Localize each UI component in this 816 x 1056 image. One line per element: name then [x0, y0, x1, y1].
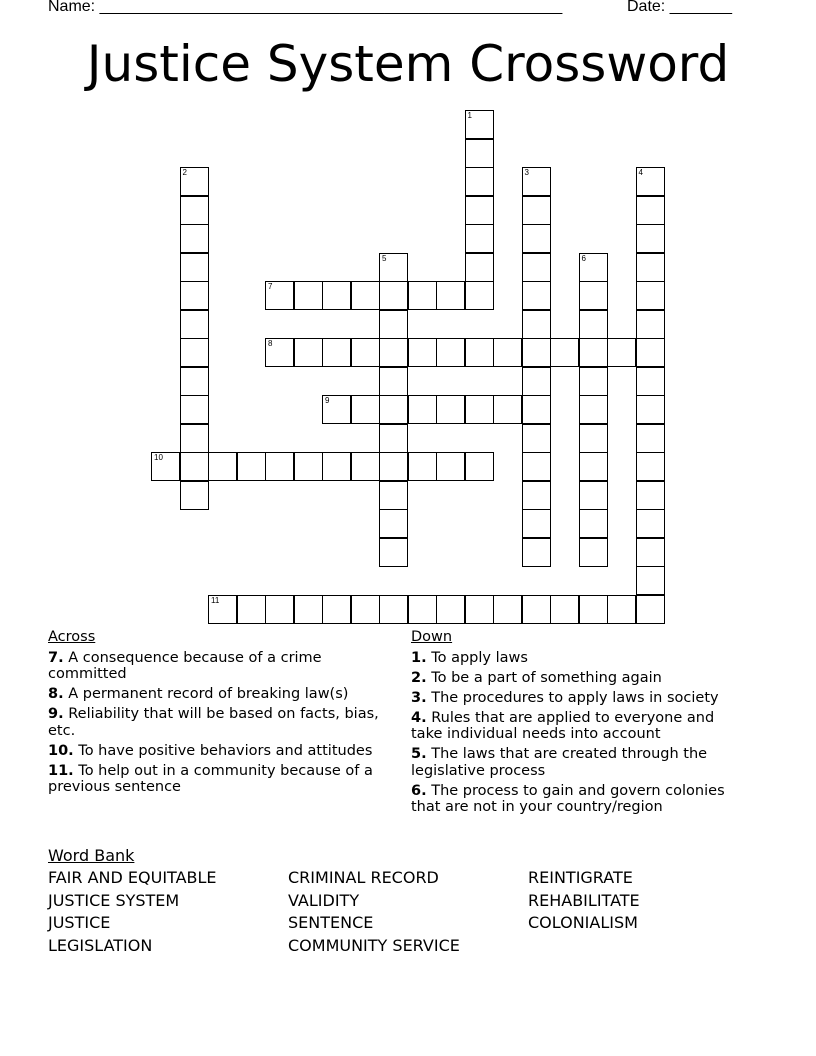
grid-cell[interactable]: [351, 281, 380, 310]
grid-cell[interactable]: [522, 224, 551, 253]
grid-cell[interactable]: [636, 452, 665, 481]
word-bank-word: REHABILITATE: [528, 890, 640, 910]
grid-cell[interactable]: [465, 395, 494, 424]
clue-number: 7: [268, 282, 273, 291]
word-bank-column: [528, 867, 640, 935]
grid-cell[interactable]: [322, 395, 351, 424]
grid-cell[interactable]: [379, 281, 408, 310]
clue-number: 11: [211, 595, 220, 605]
grid-cell[interactable]: [636, 509, 665, 538]
grid-cell[interactable]: [579, 452, 608, 481]
grid-cell[interactable]: [522, 196, 551, 225]
grid-cell[interactable]: [522, 338, 551, 367]
grid-cell[interactable]: [237, 595, 266, 624]
grid-cell[interactable]: [208, 595, 237, 624]
grid-cell[interactable]: [579, 509, 608, 538]
clue-number: 10: [154, 453, 163, 462]
grid-cell[interactable]: [579, 424, 608, 453]
word-bank-word: FAIR AND EQUITABLE: [48, 868, 217, 887]
clue-number: 2.: [411, 669, 427, 686]
grid-cell[interactable]: [351, 395, 380, 424]
grid-cell[interactable]: [208, 452, 237, 481]
grid-cell[interactable]: [636, 338, 665, 367]
word-bank-word: REINTIGRATE: [528, 868, 633, 887]
word-bank-word: COLONIALISM: [528, 913, 638, 932]
across-clues: [48, 629, 393, 799]
grid-cell[interactable]: [579, 253, 608, 282]
grid-cell[interactable]: [379, 395, 408, 424]
grid-cell[interactable]: [636, 281, 665, 310]
grid-cell[interactable]: [180, 338, 209, 367]
grid-cell[interactable]: [465, 338, 494, 367]
grid-cell[interactable]: [465, 281, 494, 310]
grid-cell[interactable]: [465, 452, 494, 481]
grid-cell[interactable]: [465, 253, 494, 282]
grid-cell[interactable]: [408, 595, 437, 624]
clue-number: 5: [382, 253, 387, 263]
clue-text: A permanent record of breaking law(s): [63, 686, 349, 702]
grid-cell[interactable]: [265, 281, 294, 310]
page-title: Justice System Crossword: [86, 35, 730, 93]
grid-cell[interactable]: [493, 338, 522, 367]
grid-cell[interactable]: [522, 281, 551, 310]
grid-cell[interactable]: [465, 595, 494, 624]
grid-cell[interactable]: [265, 452, 294, 481]
grid-cell[interactable]: [465, 167, 494, 196]
down-clue: [411, 650, 741, 667]
name-field-label: Name: ____________________________________________________: [48, 0, 563, 15]
grid-cell[interactable]: [579, 338, 608, 367]
word-bank-word: CRIMINAL RECORD: [288, 868, 439, 887]
grid-cell[interactable]: [522, 595, 551, 624]
grid-cell[interactable]: [465, 196, 494, 225]
word-bank-word: JUSTICE SYSTEM: [48, 890, 180, 910]
grid-cell[interactable]: [379, 253, 408, 282]
grid-cell[interactable]: [408, 281, 437, 310]
grid-cell[interactable]: [436, 338, 465, 367]
grid-cell[interactable]: [522, 481, 551, 510]
grid-cell[interactable]: [180, 481, 209, 510]
down-clue: [411, 690, 741, 707]
clue-number: 10.: [48, 742, 74, 759]
clue-number: 6.: [411, 782, 427, 799]
across-clue: [48, 650, 393, 683]
grid-cell[interactable]: [636, 196, 665, 225]
grid-cell[interactable]: [180, 224, 209, 253]
word-bank-word: VALIDITY: [288, 890, 360, 910]
clue-text: The procedures to apply laws in society: [426, 689, 719, 706]
grid-cell[interactable]: [436, 452, 465, 481]
grid-cell[interactable]: [294, 338, 323, 367]
grid-cell[interactable]: [180, 395, 209, 424]
grid-cell[interactable]: [522, 167, 551, 196]
grid-cell[interactable]: [636, 566, 665, 595]
grid-cell[interactable]: [522, 253, 551, 282]
clue-number: 4: [638, 168, 643, 177]
clue-number: 1.: [411, 649, 427, 666]
grid-cell[interactable]: [636, 310, 665, 339]
grid-cell[interactable]: [180, 196, 209, 225]
grid-cell[interactable]: [579, 395, 608, 424]
grid-cell[interactable]: [265, 595, 294, 624]
grid-cell[interactable]: [436, 595, 465, 624]
grid-cell[interactable]: [579, 310, 608, 339]
grid-cell[interactable]: [522, 452, 551, 481]
word-bank: [48, 845, 768, 955]
grid-cell[interactable]: [579, 367, 608, 396]
grid-cell[interactable]: [579, 538, 608, 567]
grid-cell[interactable]: [180, 367, 209, 396]
clue-text: The process to gain and govern colonies that are not in your country/region: [411, 782, 725, 815]
grid-cell[interactable]: [636, 367, 665, 396]
grid-cell[interactable]: [465, 139, 494, 168]
grid-cell[interactable]: [636, 253, 665, 282]
grid-cell[interactable]: [607, 338, 636, 367]
grid-cell[interactable]: [408, 395, 437, 424]
grid-cell[interactable]: [550, 595, 579, 624]
word-bank-heading: Word Bank: [48, 846, 135, 865]
grid-cell[interactable]: [351, 452, 380, 481]
grid-cell[interactable]: [636, 424, 665, 453]
clue-number: 2: [182, 168, 187, 177]
clue-number: 4.: [411, 709, 427, 726]
grid-cell[interactable]: [379, 424, 408, 453]
word-bank-column: [288, 867, 460, 957]
grid-cell[interactable]: [379, 310, 408, 339]
down-clue: [411, 746, 741, 779]
grid-cell[interactable]: [379, 367, 408, 396]
grid-cell[interactable]: [636, 595, 665, 624]
grid-cell[interactable]: [322, 595, 351, 624]
grid-cell[interactable]: [636, 224, 665, 253]
clue-number: 3.: [411, 689, 427, 706]
grid-cell[interactable]: [379, 452, 408, 481]
grid-cell[interactable]: [180, 452, 209, 481]
clue-number: 3: [524, 168, 529, 177]
grid-cell[interactable]: [294, 281, 323, 310]
grid-cell[interactable]: [522, 395, 551, 424]
clue-number: 8.: [48, 686, 64, 702]
across-clue: [48, 763, 393, 796]
grid-cell[interactable]: [607, 595, 636, 624]
grid-cell[interactable]: [379, 509, 408, 538]
grid-cell[interactable]: [522, 538, 551, 567]
grid-cell[interactable]: [180, 310, 209, 339]
clue-number: 11.: [48, 762, 74, 779]
grid-cell[interactable]: [522, 310, 551, 339]
clue-text: The laws that are created through the legislative process: [411, 746, 708, 779]
down-heading: Down: [411, 629, 453, 645]
grid-cell[interactable]: [493, 595, 522, 624]
grid-cell[interactable]: [379, 595, 408, 624]
down-clue: [411, 710, 741, 743]
clue-number: 7.: [48, 649, 64, 666]
clue-text: Reliability that will be based on facts, bias, etc.: [48, 706, 379, 739]
grid-cell[interactable]: [436, 395, 465, 424]
grid-cell[interactable]: [465, 110, 494, 139]
down-clue: [411, 783, 741, 816]
grid-cell[interactable]: [408, 338, 437, 367]
grid-cell[interactable]: [180, 167, 209, 196]
word-bank-word: SENTENCE: [288, 913, 374, 932]
across-heading: Across: [48, 629, 96, 645]
grid-cell[interactable]: [180, 281, 209, 310]
grid-cell[interactable]: [579, 595, 608, 624]
grid-cell[interactable]: [636, 481, 665, 510]
grid-cell[interactable]: [636, 167, 665, 196]
grid-cell[interactable]: [351, 595, 380, 624]
across-clue: [48, 686, 393, 703]
grid-cell[interactable]: [351, 338, 380, 367]
grid-cell[interactable]: [579, 481, 608, 510]
down-clues: [411, 629, 741, 819]
grid-cell[interactable]: [265, 338, 294, 367]
grid-cell[interactable]: [408, 452, 437, 481]
grid-cell[interactable]: [322, 452, 351, 481]
word-bank-word: COMMUNITY SERVICE: [288, 935, 460, 955]
grid-cell[interactable]: [379, 338, 408, 367]
word-bank-word: JUSTICE: [48, 913, 111, 932]
grid-cell[interactable]: [636, 538, 665, 567]
grid-cell[interactable]: [294, 452, 323, 481]
grid-cell[interactable]: [180, 424, 209, 453]
down-clue: [411, 670, 741, 687]
grid-cell[interactable]: [237, 452, 266, 481]
clue-text: To help out in a community because of a previous sentence: [48, 762, 373, 795]
grid-cell[interactable]: [294, 595, 323, 624]
grid-cell[interactable]: [151, 452, 180, 481]
clue-number: 1: [467, 111, 472, 120]
across-clue: [48, 706, 393, 739]
clue-number: 9: [325, 396, 330, 405]
grid-cell[interactable]: [180, 253, 209, 282]
clue-number: 5.: [411, 746, 427, 762]
clue-number: 6: [581, 253, 586, 263]
grid-cell[interactable]: [522, 509, 551, 538]
clue-text: Rules that are applied to everyone and take individual needs into account: [411, 709, 715, 742]
date-field-label: Date: _______: [627, 0, 732, 15]
grid-cell[interactable]: [522, 424, 551, 453]
clue-text: To be a part of something again: [426, 669, 662, 686]
grid-cell[interactable]: [436, 281, 465, 310]
clue-text: To apply laws: [426, 649, 528, 666]
word-bank-column: [48, 867, 217, 957]
grid-cell[interactable]: [522, 367, 551, 396]
grid-cell[interactable]: [322, 281, 351, 310]
grid-cell[interactable]: [465, 224, 494, 253]
clue-number: 9.: [48, 706, 64, 722]
word-bank-word: LEGISLATION: [48, 935, 153, 955]
grid-cell[interactable]: [579, 281, 608, 310]
grid-cell[interactable]: [493, 395, 522, 424]
grid-cell[interactable]: [379, 538, 408, 567]
grid-cell[interactable]: [322, 338, 351, 367]
clue-text: To have positive behaviors and attitudes: [73, 742, 373, 759]
grid-cell[interactable]: [636, 395, 665, 424]
grid-cell[interactable]: [379, 481, 408, 510]
across-clue: [48, 743, 393, 760]
grid-cell[interactable]: [550, 338, 579, 367]
clue-number: 8: [268, 339, 273, 348]
clue-text: A consequence because of a crime committed: [48, 649, 322, 682]
